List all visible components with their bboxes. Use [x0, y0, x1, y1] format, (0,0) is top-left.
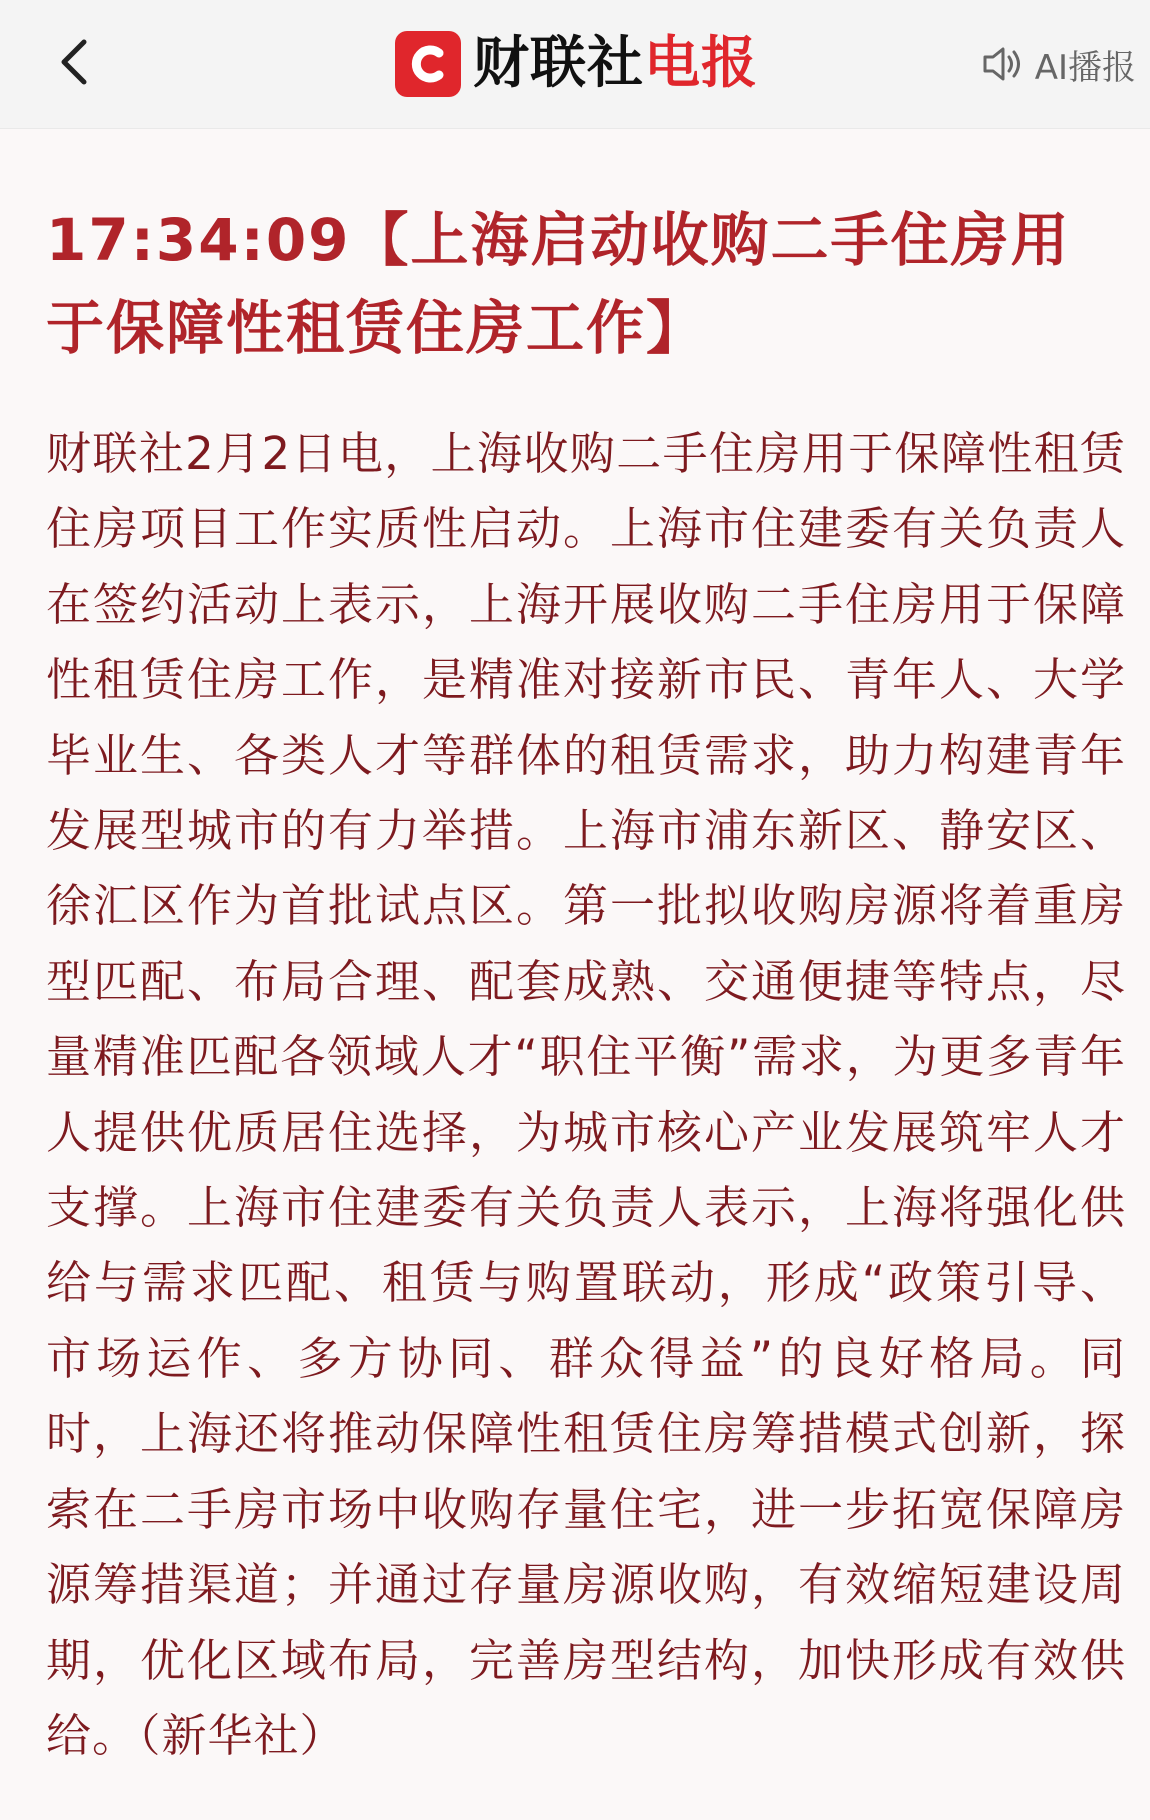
ai-broadcast-label: AI播报	[1034, 47, 1136, 88]
brand-title	[473, 26, 758, 102]
back-button[interactable]	[48, 28, 108, 96]
app-brand	[395, 26, 758, 102]
brand-accent-text: 电报	[644, 31, 758, 96]
article-headline: 17:34:09【上海启动收购二手住房用于保障性租赁住房工作】	[46, 206, 1071, 362]
cls-c-logo-icon	[395, 31, 461, 97]
brand-primary-text: 财联社	[473, 31, 644, 96]
speaker-icon	[981, 44, 1025, 84]
ai-broadcast-button[interactable]	[981, 36, 1136, 92]
top-navigation-bar	[0, 0, 1150, 129]
chevron-left-icon	[48, 28, 108, 96]
article-body: 财联社2月2日电，上海收购二手住房用于保障性租赁住房项目工作实质性启动。上海市住建委有关负责人在签约活动上表示，上海开展收购二手住房用于保障性租赁住房工作，是精准对接新市民、青年人、大学毕业生、各类人才等群体的租赁需求，助力构建青年发展型城市的有力举措。上海市浦东新区、静安区、徐汇区作为首批试点区。第一批拟收购房源将着重房型匹配、布局合理、配套成熟、交通便捷等特点，尽量精准匹配各领域人才“职住平衡”需求，为更多青年人提供优质居住选择，为城市核心产业发展筑牢人才支撑。上海市住建委有关负责人表示，上海将强化供给与需求匹配、租赁与购置联动，形成“政策引导、市场运作、多方协同、群众得益”的良好格局。同时，上海还将推动保障性租赁住房筹措模式创新，探索在二手房市场中收购存量住宅，进一步拓宽保障房源筹措渠道；并通过存量房源收购，有效缩短建设周期，优化区域布局，完善房型结构，加快形成有效供给。（新华社）	[46, 427, 1126, 1762]
